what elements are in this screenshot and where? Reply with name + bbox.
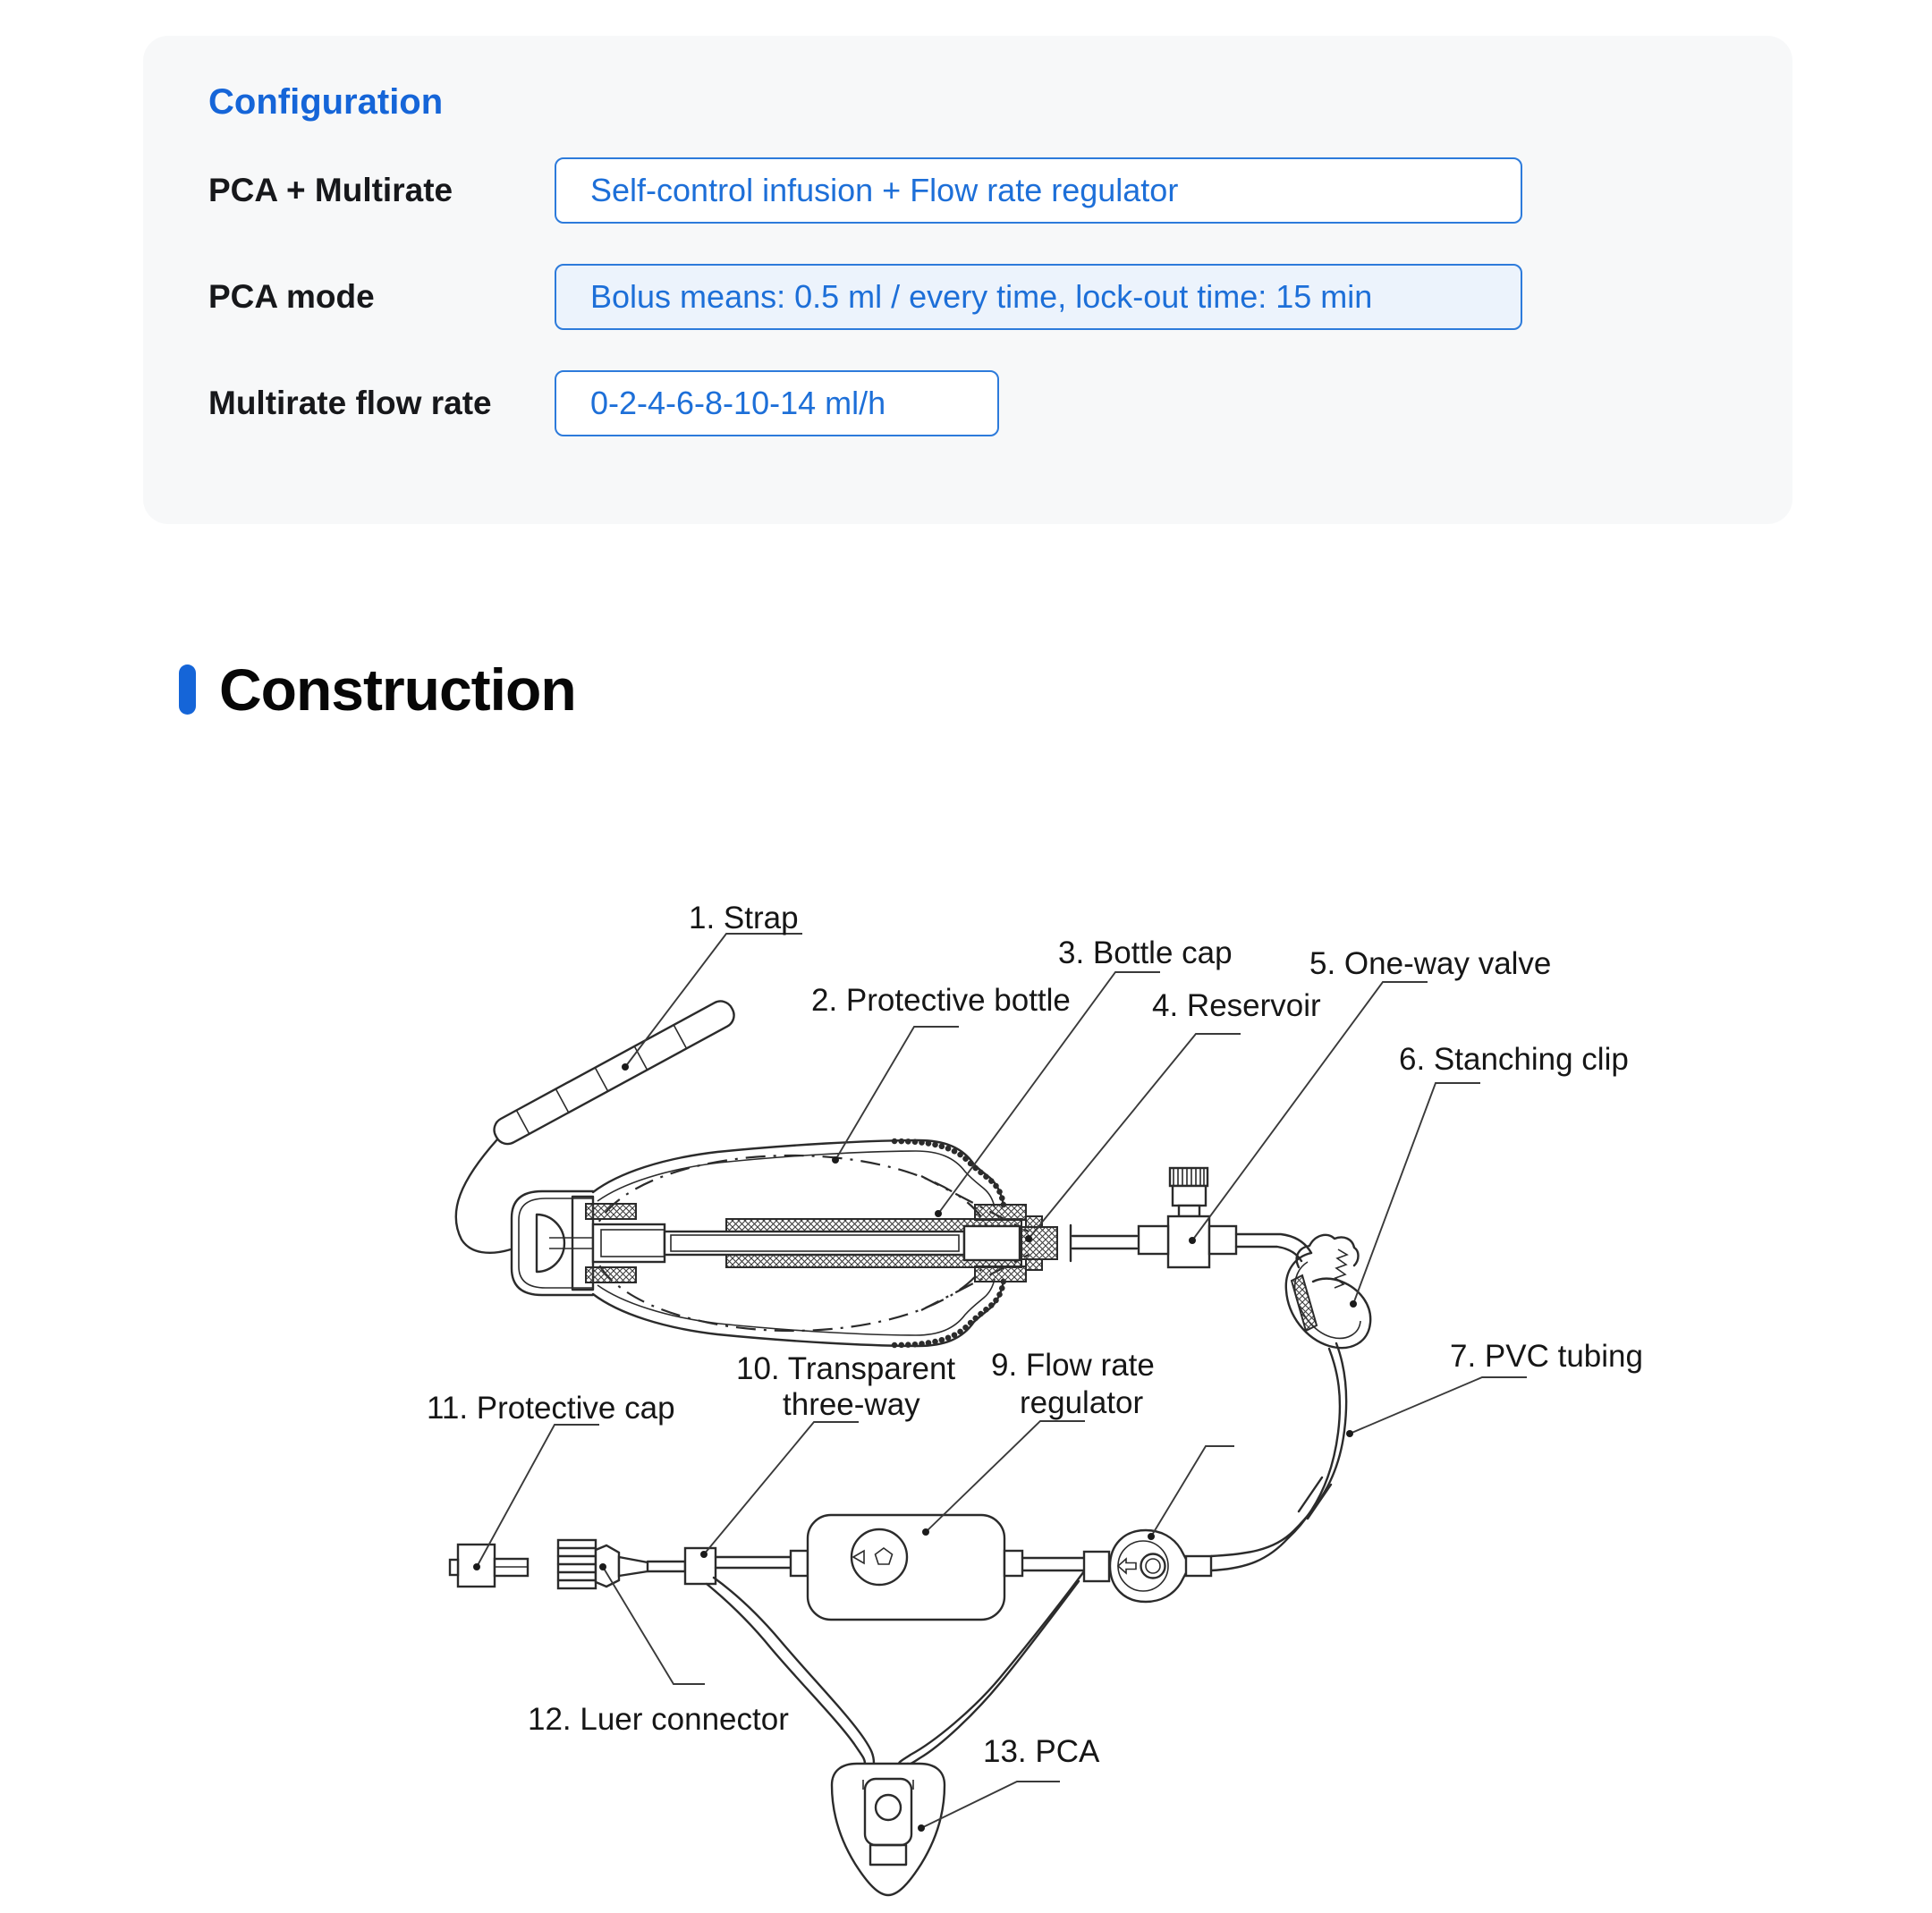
label-stanching-clip: 6. Stanching clip	[1399, 1042, 1629, 1077]
label-flow-rate-regulator-line2: regulator	[1020, 1385, 1144, 1420]
strap-drawing	[490, 997, 739, 1149]
config-value-multirate-flow-rate: 0-2-4-6-8-10-14 ml/h	[555, 370, 999, 436]
label-one-way-valve: 5. One-way valve	[1309, 946, 1552, 981]
label-three-way-line1: 10. Transparent	[736, 1351, 956, 1386]
label-flow-rate-regulator-line1: 9. Flow rate	[991, 1348, 1155, 1383]
pvc-tubing-drawing	[1211, 1343, 1346, 1570]
config-value-pca-mode: Bolus means: 0.5 ml / every time, lock-out time: 15 min	[555, 264, 1522, 330]
syringe-core-drawing	[586, 1204, 1021, 1282]
section-accent-bar-icon	[179, 664, 196, 715]
configuration-card	[143, 36, 1792, 524]
label-reservoir: 4. Reservoir	[1152, 988, 1321, 1023]
device-diagram	[0, 885, 1932, 1913]
construction-title: Construction	[219, 656, 576, 723]
label-three-way-line2: three-way	[783, 1387, 920, 1422]
config-value-pca-multirate: Self-control infusion + Flow rate regulator	[555, 157, 1522, 224]
construction-section-heading	[179, 656, 576, 724]
protective-cap-drawing	[450, 1545, 528, 1587]
config-label-pca-mode: PCA mode	[208, 278, 375, 315]
label-pvc-tubing: 7. PVC tubing	[1450, 1339, 1643, 1374]
flow-rate-regulator-drawing	[791, 1515, 1084, 1620]
label-strap: 1. Strap	[689, 901, 799, 935]
strap-cord	[456, 1139, 511, 1253]
label-luer-connector: 12. Luer connector	[528, 1702, 789, 1737]
label-bottle-cap: 3. Bottle cap	[1058, 935, 1233, 970]
configuration-title: Configuration	[208, 82, 444, 122]
pca-drawing	[832, 1764, 945, 1895]
label-pca: 13. PCA	[983, 1734, 1100, 1769]
label-protective-bottle: 2. Protective bottle	[811, 983, 1071, 1018]
config-label-pca-multirate: PCA + Multirate	[208, 172, 453, 208]
label-protective-cap: 11. Protective cap	[427, 1391, 675, 1426]
one-way-valve-drawing	[1139, 1168, 1311, 1267]
luer-connector-drawing	[558, 1540, 685, 1588]
config-label-multirate-flow-rate: Multirate flow rate	[208, 385, 492, 421]
